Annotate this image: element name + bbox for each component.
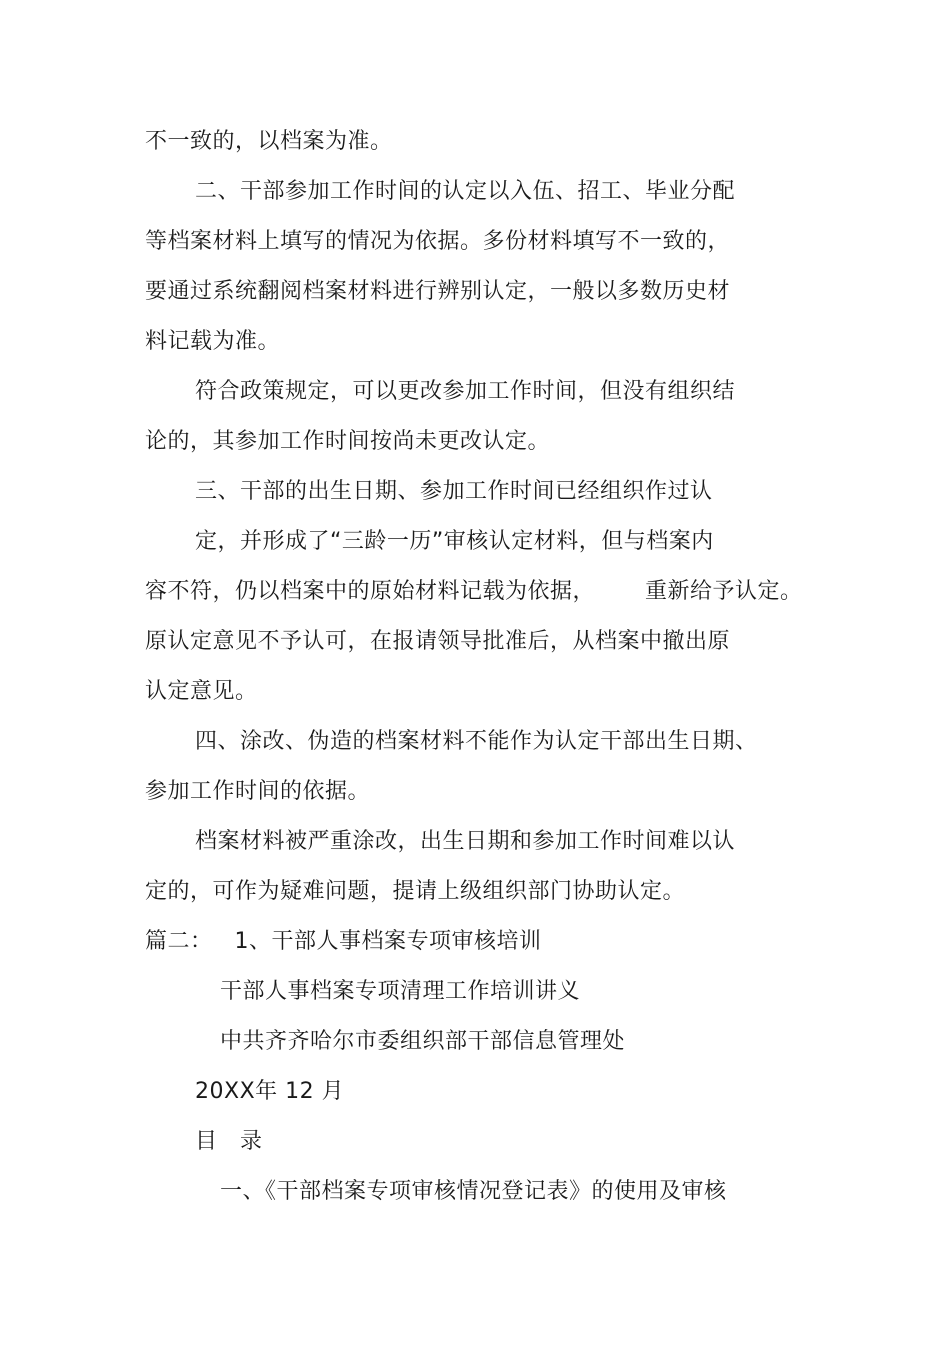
body-text-line: 定，并形成了“三龄一历”审核认定材料，但与档案内 xyxy=(195,529,714,554)
body-text-line: 论的，其参加工作时间按尚未更改认定。 xyxy=(145,429,551,454)
body-text-line: 符合政策规定，可以更改参加工作时间，但没有组织结 xyxy=(195,379,736,404)
body-text-line: 认定意见。 xyxy=(145,679,258,704)
toc-heading: 目 录 xyxy=(195,1129,263,1154)
lecture-title: 干部人事档案专项清理工作培训讲义 xyxy=(220,979,581,1004)
body-text-segment: 重新给予认定。 xyxy=(645,579,803,604)
body-text-line xyxy=(145,577,803,607)
body-text-line: 等档案材料上填写的情况为依据。多份材料填写不一致的， xyxy=(145,229,731,254)
body-text-line: 原认定意见不予认可，在报请领导批准后，从档案中撤出原 xyxy=(145,629,731,654)
body-text-line: 档案材料被严重涂改，出生日期和参加工作时间难以认 xyxy=(195,829,736,854)
body-text-segment: 容不符，仍以档案中的原始材料记载为依据， xyxy=(145,579,596,604)
chapter-heading-line xyxy=(145,927,542,957)
body-text-line: 参加工作时间的依据。 xyxy=(145,779,371,804)
organization-name: 中共齐齐哈尔市委组织部干部信息管理处 xyxy=(220,1029,626,1054)
chapter-label: 篇二： xyxy=(145,929,213,954)
body-text-line: 定的，可作为疑难问题，提请上级组织部门协助认定。 xyxy=(145,879,686,904)
document-date: 20XX年 12 月 xyxy=(195,1079,345,1104)
body-text-line: 不一致的，以档案为准。 xyxy=(145,129,393,154)
section-4-heading-line: 四、涂改、伪造的档案材料不能作为认定干部出生日期、 xyxy=(195,729,758,754)
section-3-heading-line: 三、干部的出生日期、参加工作时间已经组织作过认 xyxy=(195,479,713,504)
body-text-line: 料记载为准。 xyxy=(145,329,281,354)
body-text-line: 要通过系统翻阅档案材料进行辨别认定，一般以多数历史材 xyxy=(145,279,731,304)
toc-item: 一、《干部档案专项审核情况登记表》的使用及审核 xyxy=(220,1179,727,1204)
section-2-heading-line: 二、干部参加工作时间的认定以入伍、招工、毕业分配 xyxy=(195,179,736,204)
chapter-title: 1、干部人事档案专项审核培训 xyxy=(234,929,542,954)
